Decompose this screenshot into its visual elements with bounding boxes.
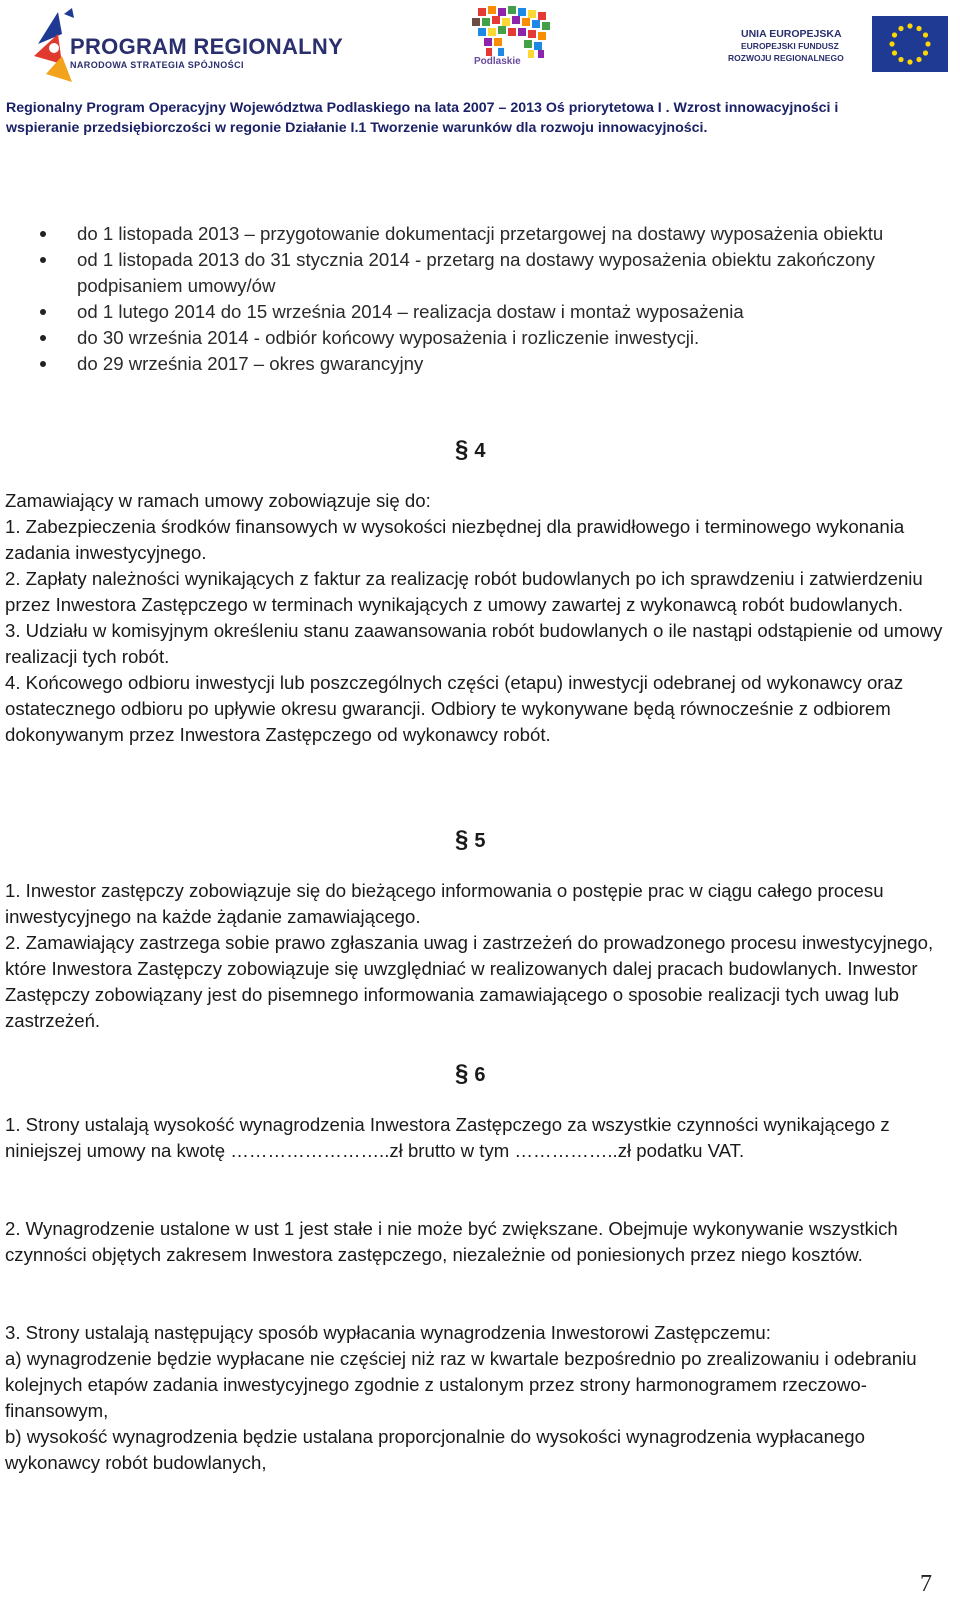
list-item: od 1 lutego 2014 do 15 września 2014 – realizacja dostaw i montaż wyposażenia <box>40 299 945 325</box>
page-number: 7 <box>920 1571 932 1597</box>
bullet-icon <box>40 309 46 315</box>
section-heading-6 <box>455 1060 485 1088</box>
section-4-item-4: 4. Końcowego odbioru inwestycji lub poszczególnych części (etapu) inwestycji odebranej od wykonawcy oraz ostatecznego odbioru po upływie okresu gwarancji. Odbiory te wykonywane będą równocześnie z odbiorem dokonywanym przez Inwestora Zastępczego od wykonawcy robót. <box>5 672 904 745</box>
section-sign: § <box>455 826 469 853</box>
list-item: do 30 września 2014 - odbiór końcowy wyposażenia i rozliczenie inwestycji. <box>40 325 945 351</box>
program-line-2: wspieranie przedsiębiorczości w regonie Działanie I.1 Tworzenie warunków dla rozwoju innowacyjności. <box>6 120 708 136</box>
section-4-item-3: 3. Udziału w komisyjnym określeniu stanu zaawansowania robót budowlanych o ile nastąpi odstąpienie od umowy realizacji tych robót. <box>5 620 943 667</box>
bullet-icon <box>40 335 46 341</box>
program-subtitle: NARODOWA STRATEGIA SPÓJNOŚCI <box>70 60 244 70</box>
section-5-item-1: 1. Inwestor zastępczy zobowiązuje się do bieżącego informowania o postępie prac w ciągu całego procesu inwestycyjnego na każde żądanie zamawiającego. <box>5 880 884 927</box>
section-5-body <box>5 878 945 1034</box>
section-sign: § <box>455 1060 469 1087</box>
section-heading-4 <box>455 436 485 464</box>
section-6-item-1: 1. Strony ustalają wysokość wynagrodzenia Inwestora Zastępczego za wszystkie czynności wynikającego z niniejszej umowy na kwotę ……………………..zł brutto w tym ……………..zł podatku VAT. <box>5 1114 890 1161</box>
section-4-intro: Zamawiający w ramach umowy zobowiązuje się do: <box>5 490 431 511</box>
section-heading-5 <box>455 826 485 854</box>
bullet-icon <box>40 257 46 263</box>
section-6-item-3: 3. Strony ustalają następujący sposób wypłacania wynagrodzenia Inwestorowi Zastępczemu: a) wynagrodzenie będzie wypłacane nie częściej niż raz w kwartale bezpośrednio po zrealizowaniu i odebraniu kolejnych etapów zadania inwestycyjnego zgodnie z ustalonym przez strony harmonogramem rzeczowo-finansowym, b) wysokość wynagrodzenia będzie ustalana proporcjonalnie do wysokości wynagrodzenia wypłacanego wykonawcy robót budowlanych, <box>5 1322 917 1473</box>
eu-label-line2: EUROPEJSKI FUNDUSZ <box>741 41 839 51</box>
list-item: do 29 września 2017 – okres gwarancyjny <box>40 351 945 377</box>
section-6-item-2: 2. Wynagrodzenie ustalone w ust 1 jest stałe i nie może być zwiększane. Obejmuje wykonywanie wszystkich czynności objętych zakresem Inwestora zastępczego, niezależnie od poniesionych przez niego kosztów. <box>5 1218 898 1265</box>
section-number: 5 <box>474 830 486 852</box>
eu-label-line1: UNIA EUROPEJSKA <box>741 28 842 40</box>
section-5-item-2: 2. Zamawiający zastrzega sobie prawo zgłaszania uwag i zastrzeżeń do prowadzonego procesu inwestycyjnego, które Inwestora Zastępczy zobowiązuje się uwzględniać w realizowanych dalej pracach budowlanych. Inwestor Zastępczy zobowiązany jest do pisemnego informowania zamawiającego o sposobie realizacji tych uwag lub zastrzeżeń. <box>5 932 934 1031</box>
list-item: od 1 listopada 2013 do 31 stycznia 2014 - przetarg na dostawy wyposażenia obiektu zakończony podpisaniem umowy/ów <box>40 247 945 299</box>
section-4-item-1: 1. Zabezpieczenia środków finansowych w wysokości niezbędnej dla prawidłowego i terminowego wykonania zadania inwestycyjnego. <box>5 516 905 563</box>
program-description <box>6 98 951 138</box>
section-number: 6 <box>474 1064 486 1086</box>
page-header <box>0 0 960 136</box>
program-line-1: Regionalny Program Operacyjny Województwa Podlaskiego na lata 2007 – 2013 Oś priorytetowa I . Wzrost innowacyjności i <box>6 100 839 116</box>
section-4-body <box>5 488 945 748</box>
bullet-icon <box>40 361 46 367</box>
list-item: do 1 listopada 2013 – przygotowanie dokumentacji przetargowej na dostawy wyposażenia obiektu <box>40 221 945 247</box>
podlaskie-label: Podlaskie <box>474 56 521 67</box>
program-title: PROGRAM REGIONALNY <box>70 34 344 59</box>
bullet-icon <box>40 231 46 237</box>
eu-label-line3: ROZWOJU REGIONALNEGO <box>728 53 844 63</box>
schedule-list <box>40 221 945 377</box>
section-sign: § <box>455 436 469 463</box>
section-4-item-2: 2. Zapłaty należności wynikających z faktur za realizację robót budowlanych po ich sprawdzeniu i zatwierdzeniu przez Inwestora Zastępczego w terminach wynikających z umowy zawartej z wykonawcą robót budowlanych. <box>5 568 923 615</box>
section-number: 4 <box>474 440 486 462</box>
